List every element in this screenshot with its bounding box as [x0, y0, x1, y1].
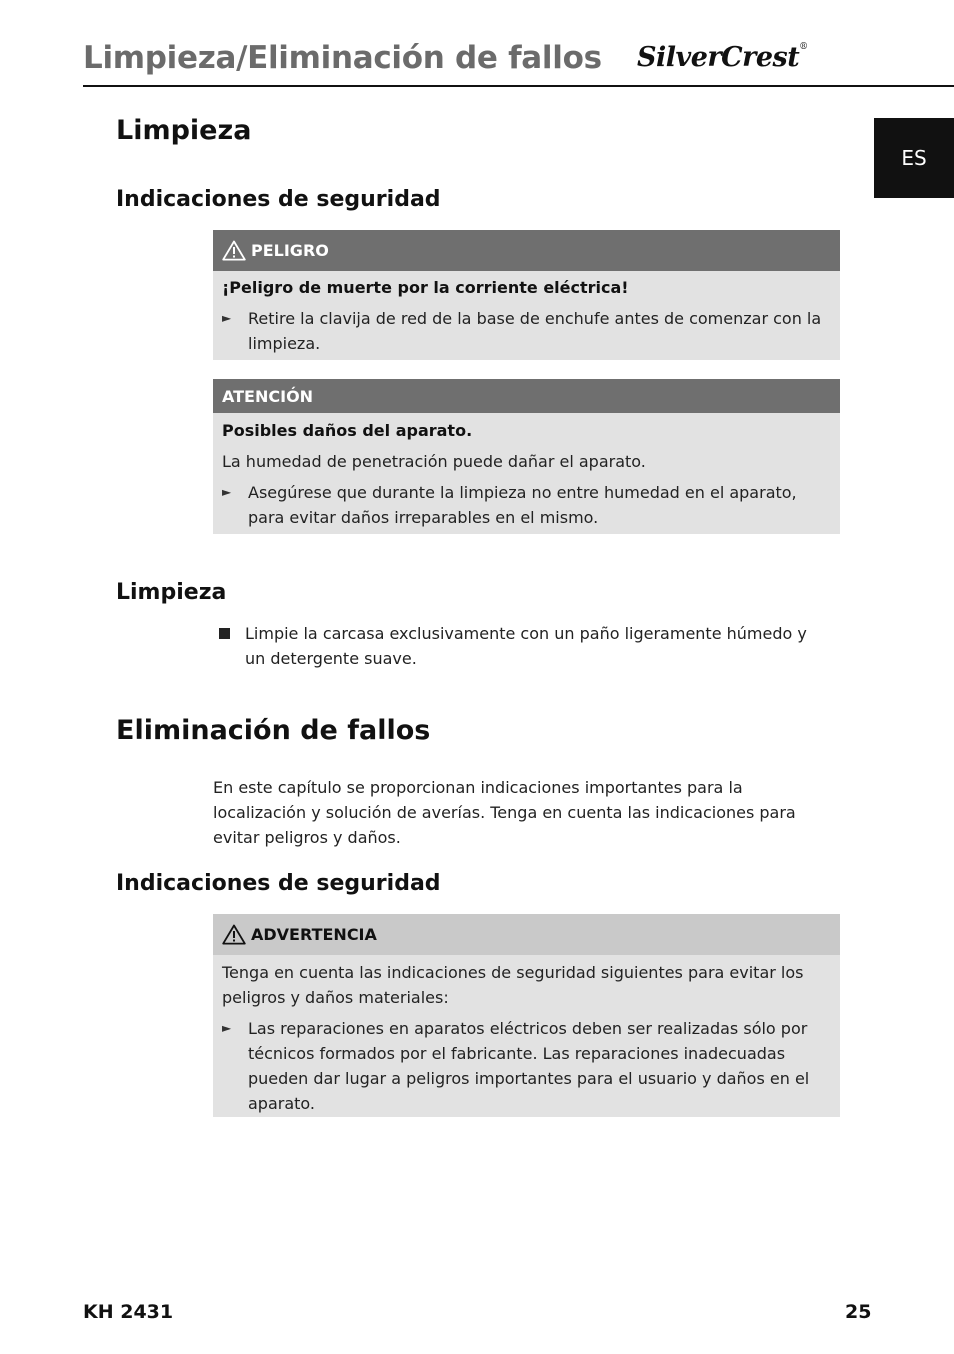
warning-triangle-icon [222, 924, 246, 945]
header-divider [83, 85, 954, 87]
danger-label: PELIGRO [251, 241, 329, 260]
danger-bullet-text: Retire la clavija de red de la base de enchufe antes de comenzar con la limpieza. [248, 309, 822, 353]
brand-name: SilverCrest [637, 42, 800, 73]
footer-model-number: KH 2431 [83, 1301, 174, 1323]
warning-bullet-text: Las reparaciones en aparatos eléctricos deben ser realizadas sólo por técnicos formados por el fabricante. Las reparaciones inadecuadas pueden dar lugar a peligros importantes para el usuario y daños en el aparato. [248, 1019, 810, 1113]
subheading-safety-troubleshooting: Indicaciones de seguridad [116, 871, 441, 896]
registered-mark: ® [799, 42, 808, 52]
subheading-cleaning: Limpieza [116, 580, 227, 605]
danger-bullet [222, 306, 830, 356]
attention-label: ATENCIÓN [222, 386, 314, 406]
warning-bullet [222, 1016, 830, 1116]
subheading-safety-cleaning: Indicaciones de seguridad [116, 187, 441, 212]
footer-page-number: 25 [845, 1301, 872, 1323]
brand-logo [637, 42, 808, 73]
bullet-arrow-icon: ► [222, 311, 232, 325]
cleaning-list-item [219, 621, 829, 671]
warning-box-header [213, 914, 840, 955]
page-header-title: Limpieza/Eliminación de fallos [83, 40, 602, 76]
section-title-cleaning: Limpieza [116, 115, 252, 146]
danger-box-body [213, 271, 840, 360]
attention-box-body [213, 413, 840, 534]
bullet-arrow-icon: ► [222, 485, 232, 499]
troubleshooting-intro: En este capítulo se proporcionan indicaciones importantes para la localización y solución de averías. Tenga en cuenta las indicaciones para evitar peligros y daños. [213, 778, 796, 847]
warning-box [213, 914, 840, 1117]
danger-box [213, 230, 840, 360]
attention-bullet [222, 480, 830, 530]
attention-box-header [213, 379, 840, 413]
attention-headline: Posibles daños del aparato. [222, 421, 473, 440]
square-bullet-icon [219, 628, 230, 639]
warning-label: ADVERTENCIA [251, 925, 377, 944]
language-tab: ES [874, 118, 954, 198]
danger-box-header [213, 230, 840, 271]
warning-box-body [213, 955, 840, 1120]
warning-triangle-icon [222, 240, 246, 261]
attention-bullet-text: Asegúrese que durante la limpieza no entre humedad en el aparato, para evitar daños irreparables en el mismo. [248, 483, 797, 527]
danger-headline: ¡Peligro de muerte por la corriente eléctrica! [222, 278, 629, 297]
bullet-arrow-icon: ► [222, 1021, 232, 1035]
cleaning-item-text: Limpie la carcasa exclusivamente con un paño ligeramente húmedo y un detergente suave. [245, 624, 807, 668]
attention-text: La humedad de penetración puede dañar el aparato. [222, 452, 646, 471]
warning-text: Tenga en cuenta las indicaciones de seguridad siguientes para evitar los peligros y daños materiales: [222, 963, 804, 1007]
section-title-troubleshooting: Eliminación de fallos [116, 715, 431, 746]
attention-box [213, 379, 840, 534]
